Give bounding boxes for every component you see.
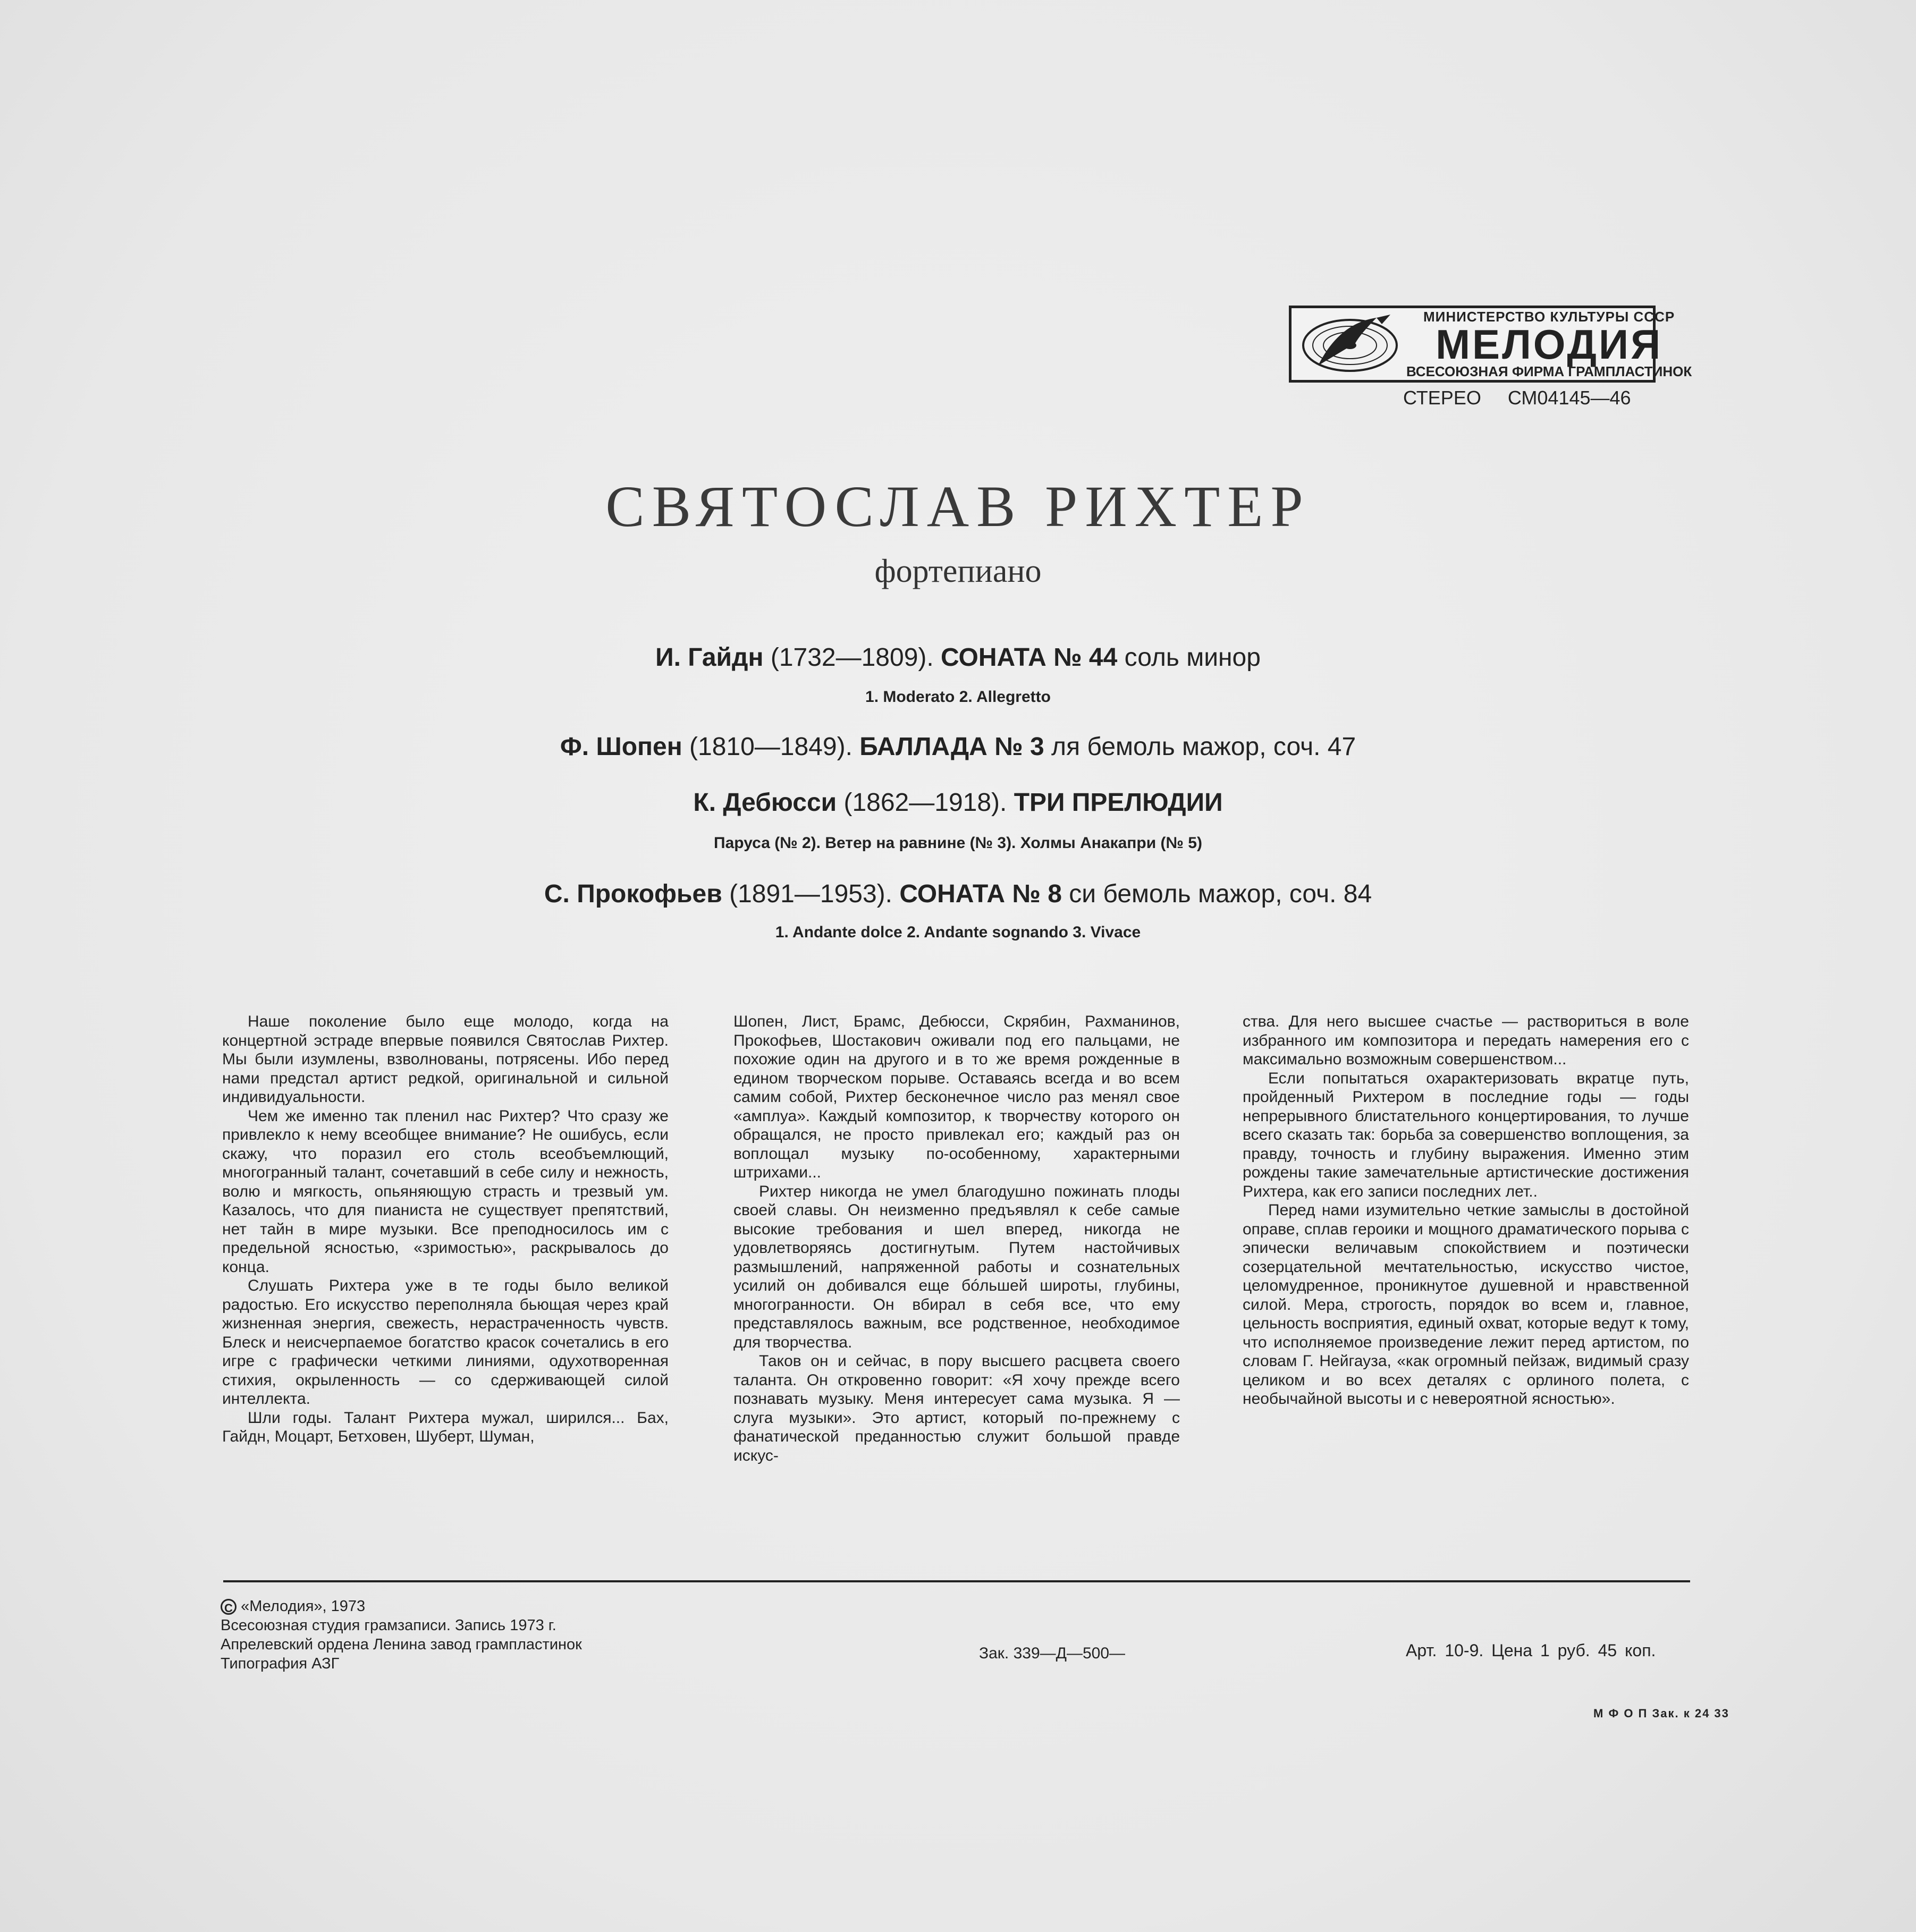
notes-column-2 bbox=[733, 1012, 1180, 1465]
composer: Ф. Шопен bbox=[560, 733, 682, 761]
instrument: фортепиано bbox=[874, 553, 1042, 589]
program-item-chopin bbox=[0, 732, 1916, 761]
movements: Паруса (№ 2). Ветер на равнине (№ 3). Холмы Анакапри (№ 5) bbox=[714, 834, 1202, 852]
program-parts-haydn bbox=[0, 688, 1916, 706]
paragraph: Наше поколение было еще молодо, когда на концертной эстраде впервые появился Святослав Рихтер. Мы были изумлены, взволнованы, потрясены. Ибо перед нами предстал артист редкой, оригинальной и сильной индивидуальности. bbox=[222, 1013, 669, 1106]
years: (1862—1918). bbox=[837, 789, 1014, 817]
work-key: соль минор bbox=[1117, 643, 1261, 672]
copyright: «Мелодия», 1973 bbox=[241, 1598, 366, 1615]
years: (1732—1809). bbox=[763, 643, 941, 672]
notes-column-3 bbox=[1243, 1012, 1689, 1409]
years: (1810—1849). bbox=[682, 733, 860, 761]
price: Арт. 10-9. Цена 1 руб. 45 коп. bbox=[1406, 1641, 1656, 1660]
printer: Типография АЗГ bbox=[221, 1655, 340, 1672]
copyright-icon: C bbox=[221, 1599, 237, 1615]
composer: К. Дебюсси bbox=[693, 789, 837, 817]
paragraph: Таков он и сейчас, в пору высшего расцвета своего таланта. Он откровенно говорит: «Я хочу прежде всего познавать музыку. Меня интересует сама музыка. Я — слуга музыки». Это артист, который по-прежнему с фанатической преданностью служит большой правде искус- bbox=[733, 1352, 1180, 1464]
paragraph: Если попытаться охарактеризовать вкратце путь, пройденный Рихтером в последние годы — годы непрерывного блистательного концертирования, то лучше всего сказать так: борьба за совершенство воплощения, за правду, точность и глубину выражения. Именно этим рождены такие замечательные артистические достижения Рихтера, как его записи последних лет.. bbox=[1243, 1069, 1689, 1200]
paragraph: Рихтер никогда не умел благодушно пожинать плоды своей славы. Он неизменно предъявлял к себе самые высокие требования и шел вперед, никогда не удовлетворяясь достигнутым. Путем настойчивых размышлений, напряженной работы и сознательных усилий он добивался еще бóльшей широты, глубины, многогранности. Он вбирал в себя все, что ему представлялось важным, все родственное, необходимое для творчества. bbox=[733, 1182, 1180, 1351]
studio: Всесоюзная студия грамзаписи. Запись 1973 г. bbox=[221, 1617, 556, 1634]
program-parts-debussy bbox=[0, 834, 1916, 852]
melodiya-logo-icon bbox=[1297, 312, 1403, 376]
paragraph: Чем же именно так пленил нас Рихтер? Что сразу же привлекло к нему всеобщее внимание? Не ошибусь, если скажу, что поразил его столь всеобъемлющий, многогранный талант, сочетавший в себе силу и нежность, волю и мягкость, опьяняющую страсть и трезвый ум. Казалось, что для пианиста не существует препятствий, нет тайн в мире музыки. Все преподносилось им с предельной ясностью, «зримостью», раскрывалось до конца. bbox=[222, 1107, 669, 1276]
label-text-block bbox=[1406, 309, 1692, 380]
years: (1891—1953). bbox=[722, 880, 900, 908]
work-key: ля бемоль мажор, соч. 47 bbox=[1044, 733, 1356, 761]
composer: И. Гайдн bbox=[655, 643, 764, 672]
work-title: БАЛЛАДА № 3 bbox=[859, 733, 1044, 761]
composer: С. Прокофьев bbox=[544, 880, 722, 908]
order-number: Зак. 339—Д—500— bbox=[979, 1645, 1126, 1662]
divider bbox=[223, 1580, 1690, 1582]
label-name: МЕЛОДИЯ bbox=[1436, 320, 1663, 368]
work-title: СОНАТА № 44 bbox=[941, 643, 1118, 672]
program-item-debussy bbox=[0, 788, 1916, 817]
plant: Апрелевский ордена Ленина завод грампластинок bbox=[221, 1636, 582, 1653]
footer-credits bbox=[221, 1597, 582, 1673]
catalog-number: СТЕРЕО СМ04145—46 bbox=[1403, 387, 1631, 409]
melodiya-label bbox=[1289, 306, 1692, 383]
movements: 1. Andante dolce 2. Andante sognando 3. Vivace bbox=[775, 923, 1141, 941]
artist-name: СВЯТОСЛАВ РИХТЕР bbox=[605, 474, 1311, 539]
print-code: М Ф О П Зак. к 24 33 bbox=[1593, 1707, 1729, 1720]
paragraph: Слушать Рихтера уже в те годы было великой радостью. Его искусство переполняла бьющая через край жизненная энергия, свежесть, нерастраченность чувств. Блеск и неисчерпаемое богатство красок сочетались в его игре с графически четкими линиями, одухотворенная стихия, окрыленность — со сдерживающей силой интеллекта. bbox=[222, 1277, 669, 1408]
program-parts-prokofiev bbox=[0, 923, 1916, 942]
paragraph: ства. Для него высшее счастье — раствориться в воле избранного им композитора и передать намерения его с максимально возможным совершенством... bbox=[1243, 1013, 1689, 1068]
paragraph: Перед нами изумительно четкие замыслы в достойной оправе, сплав героики и мощного драматического порыва с эпически величавым спокойствием и поэтически созерцательной мечтательностью, искусство чистое, целомудренное, проникнутое душевной и нравственной силой. Мера, строгость, порядок во всем и, главное, цельность восприятия, единый охват, которые ведут к тому, что исполняемое произведение лежит перед артистом, по словам Г. Нейгауза, «как огромный пейзаж, видимый сразу целиком и во всех деталях с орлиного полета, с необычайной высоты и с невероятной ясностью». bbox=[1243, 1201, 1689, 1408]
label-company: ВСЕСОЮЗНАЯ ФИРМА ГРАМПЛАСТИНОК bbox=[1406, 363, 1692, 379]
label-ministry: МИНИСТЕРСТВО КУЛЬТУРЫ СССР bbox=[1423, 308, 1675, 325]
work-title: СОНАТА № 8 bbox=[899, 880, 1062, 908]
paragraph: Шли годы. Талант Рихтера мужал, ширился... Бах, Гайдн, Моцарт, Бетховен, Шуберт, Шуман, bbox=[222, 1409, 669, 1445]
movements: 1. Moderato 2. Allegretto bbox=[865, 688, 1051, 706]
paragraph: Шопен, Лист, Брамс, Дебюсси, Скрябин, Рахманинов, Прокофьев, Шостакович оживали под его пальцами, не похожие один на другого и в то же время рожденные в едином творческом порыве. Оставаясь всегда и во всем самим собой, Рихтер бесконечное число раз менял свое «амплуа». Каждый композитор, к творчеству которого он обращался, не просто привлекал его; каждый раз он воплощал музыку по-особенному, характерными штрихами... bbox=[733, 1013, 1180, 1181]
work-title: ТРИ ПРЕЛЮДИИ bbox=[1014, 789, 1223, 817]
work-key: си бемоль мажор, соч. 84 bbox=[1061, 880, 1372, 908]
program-item-haydn bbox=[0, 643, 1916, 672]
program-item-prokofiev bbox=[0, 879, 1916, 909]
notes-column-1 bbox=[222, 1012, 669, 1446]
